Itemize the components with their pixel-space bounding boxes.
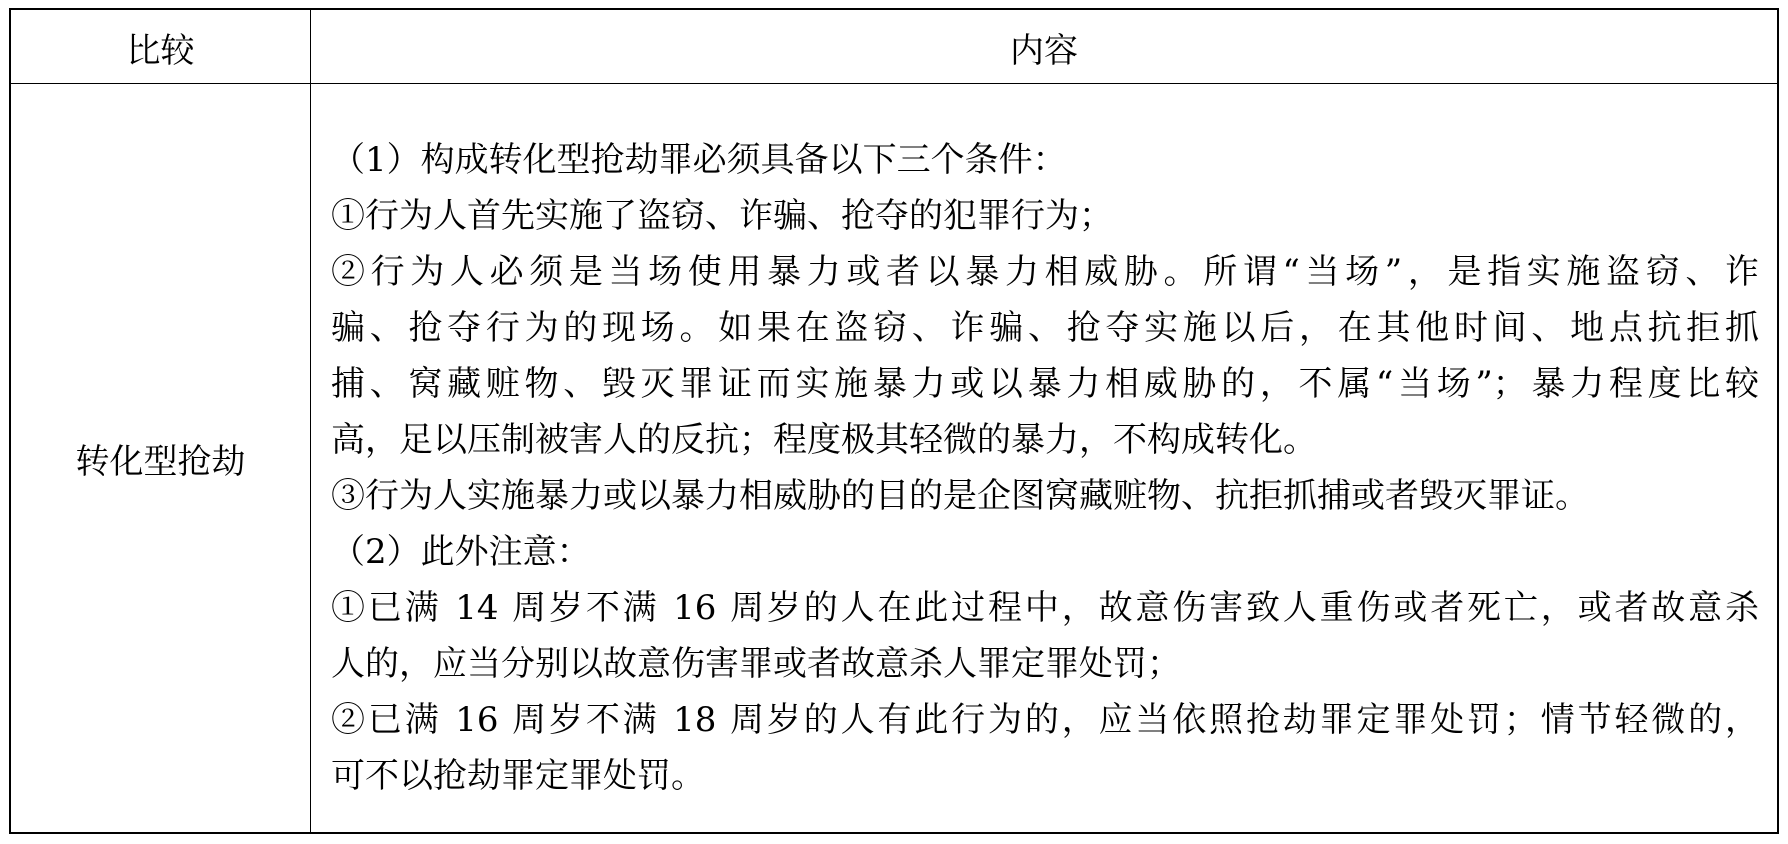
content-line: ②行为人必须是当场使用暴力或者以暴力相威胁。所谓“当场”，是指实施盗窃、诈: [331, 252, 1759, 292]
content-line: （2）此外注意：: [331, 532, 591, 572]
table-header-row: [11, 10, 1777, 84]
content-line: 捕、窝藏赃物、毁灭罪证而实施暴力或以暴力相威胁的，不属“当场”；暴力程度比较: [331, 364, 1759, 404]
header-comparison: 比较: [126, 30, 195, 71]
content-line: ①行为人首先实施了盗窃、诈骗、抢夺的犯罪行为；: [331, 196, 1113, 236]
content-line: （1）构成转化型抢劫罪必须具备以下三个条件：: [331, 140, 1067, 180]
header-content: 内容: [1010, 30, 1078, 71]
comparison-table: [9, 8, 1779, 834]
content-line: 可不以抢劫罪定罪处罚。: [331, 756, 705, 796]
row-name-cell: 转化型抢劫: [75, 441, 246, 482]
content-line: ③行为人实施暴力或以暴力相威胁的目的是企图窝藏赃物、抗拒抓捕或者毁灭罪证。: [331, 476, 1589, 516]
content-line: ①已满 14 周岁不满 16 周岁的人在此过程中，故意伤害致人重伤或者死亡，或者故意杀: [331, 588, 1759, 628]
row-content-cell: [331, 132, 1759, 804]
content-line: 人的，应当分别以故意伤害罪或者故意杀人罪定罪处罚；: [331, 644, 1181, 684]
column-divider: [310, 10, 311, 832]
content-line: ②已满 16 周岁不满 18 周岁的人有此行为的，应当依照抢劫罪定罪处罚；情节轻微的，: [331, 700, 1759, 740]
content-line: 骗、抢夺行为的现场。如果在盗窃、诈骗、抢夺实施以后，在其他时间、地点抗拒抓: [331, 308, 1759, 348]
content-line: 高，足以压制被害人的反抗；程度极其轻微的暴力，不构成转化。: [331, 420, 1317, 460]
